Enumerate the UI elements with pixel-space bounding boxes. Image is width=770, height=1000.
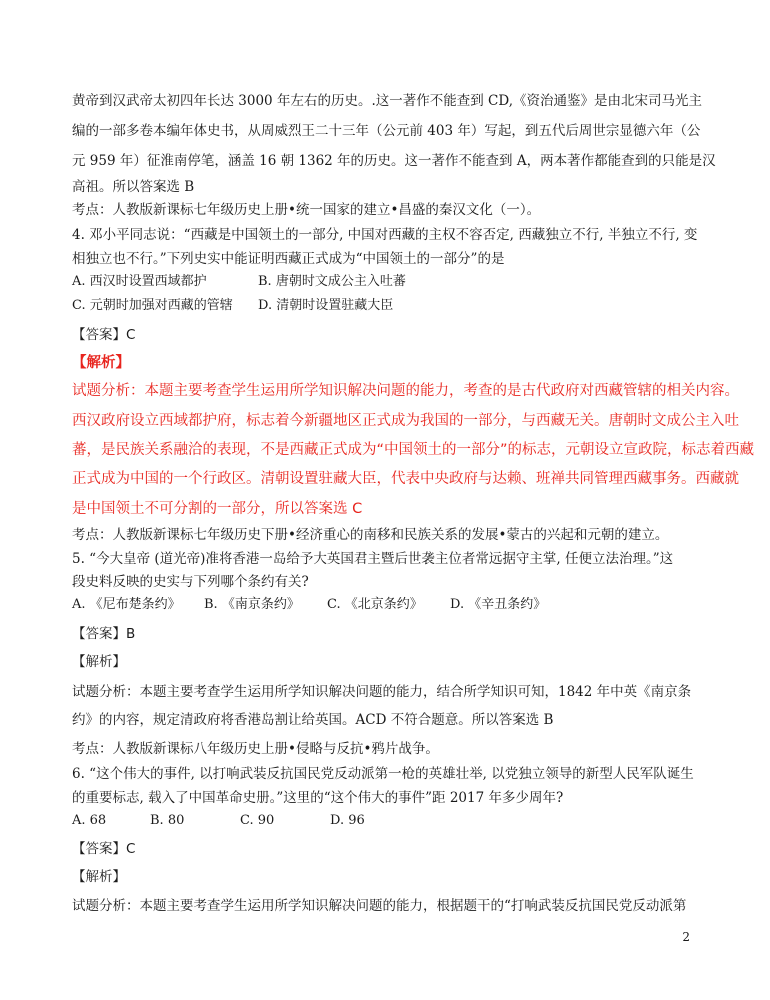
analysis-line: 试题分析：本题主要考查学生运用所学知识解决问题的能力，结合所学知识可知，1842 年中英《南京条 (72, 684, 692, 700)
page-number: 2 (682, 930, 690, 944)
q6-option-c: C. 90 (240, 813, 275, 828)
analysis-label: 【解析】 (72, 355, 130, 371)
q6-option-a: A. 68 (72, 813, 107, 828)
kaodian-line: 考点：人教版新课标七年级历史上册•统一国家的建立•昌盛的秦汉文化（一）。 (72, 202, 541, 218)
analysis-label: 【解析】 (72, 869, 126, 885)
analysis-line: 西汉政府设立西域都护府，标志着今新疆地区正式成为我国的一部分，与西藏无关。唐朝时文成公主入吐 (72, 413, 739, 429)
analysis-line: 正式成为中国的一个行政区。清朝设置驻藏大臣，代表中央政府与达赖、班禅共同管理西藏事务。西藏就 (72, 471, 739, 487)
analysis-line: 约》的内容，规定清政府将香港岛割让给英国。ACD 不符合题意。所以答案选 B (72, 712, 554, 728)
q5-option-c: C. 《北京条约》 (327, 597, 423, 612)
q6-option-b: B. 80 (150, 813, 185, 828)
q5-option-a: A. 《尼布楚条约》 (72, 597, 181, 612)
q5-option-b: B. 《南京条约》 (204, 597, 300, 612)
q4-option-c: C. 元朝时加强对西藏的管辖 (72, 298, 233, 313)
q4-option-b: B. 唐朝时文成公主入吐蕃 (258, 274, 406, 289)
answer-label: 【答案】C (72, 841, 136, 857)
question-5-cont: 段史料反映的史实与下列哪个条约有关? (72, 574, 309, 590)
analysis-line: 蕃，是民族关系融洽的表现，不是西藏正式成为“中国领土的一部分”的标志，元朝设立宣政院，标志着西藏 (72, 442, 755, 458)
question-4: 4. 邓小平同志说：“西藏是中国领土的一部分, 中国对西藏的主权不容否定, 西藏独立不行, 半独立不行, 变 (72, 227, 698, 243)
text-line: 黄帝到汉武帝太初四年长达 3000 年左右的历史。.这一著作不能查到 CD,《资治通鉴》是由北宋司马光主 (72, 93, 702, 109)
answer-line: 高祖。所以答案选 B (72, 179, 195, 195)
analysis-line: 是中国领土不可分割的一部分，所以答案选 C (72, 501, 363, 517)
question-6: 6. “这个伟大的事件, 以打响武装反抗国民党反动派第一枪的英雄壮举, 以党独立领导的新型人民军队诞生 (72, 766, 694, 782)
analysis-line: 试题分析：本题主要考查学生运用所学知识解决问题的能力，根据题干的“打响武装反抗国民党反动派第 (72, 898, 687, 914)
text-line: 编的一部多卷本编年体史书，从周威烈王二十三年（公元前 403 年）写起，到五代后周世宗显德六年（公 (72, 123, 701, 139)
answer-label: 【答案】C (72, 327, 136, 343)
question-4-cont: 相独立也不行。”下列史实中能证明西藏正式成为“中国领土的一部分”的是 (72, 251, 505, 267)
q4-option-d: D. 清朝时设置驻藏大臣 (258, 298, 394, 313)
q4-option-a: A. 西汉时设置西域都护 (72, 274, 207, 289)
answer-label: 【答案】B (72, 626, 136, 642)
kaodian-line: 考点：人教版新课标八年级历史上册•侵略与反抗•鸦片战争。 (72, 741, 439, 757)
text-line: 元 959 年）征淮南停笔，涵盖 16 朝 1362 年的历史。这一著作不能查到 A，两本著作都能查到的只能是汉 (72, 153, 716, 169)
question-6-cont: 的重要标志, 载入了中国革命史册。”这里的“这个伟大的事件”距 2017 年多少周年? (72, 790, 564, 806)
q5-option-d: D. 《辛丑条约》 (450, 597, 547, 612)
analysis-line: 试题分析：本题主要考查学生运用所学知识解决问题的能力，考查的是古代政府对西藏管辖的相关内容。 (72, 383, 739, 399)
kaodian-line: 考点：人教版新课标七年级历史下册•经济重心的南移和民族关系的发展•蒙古的兴起和元朝的建立。 (72, 527, 669, 543)
question-5: 5. “今大皇帝 (道光帝)准将香港一岛给予大英国君主暨后世袭主位者常远据守主掌, 任便立法治理。”这 (72, 551, 674, 567)
analysis-label: 【解析】 (72, 654, 126, 670)
q6-option-d: D. 96 (330, 813, 365, 828)
